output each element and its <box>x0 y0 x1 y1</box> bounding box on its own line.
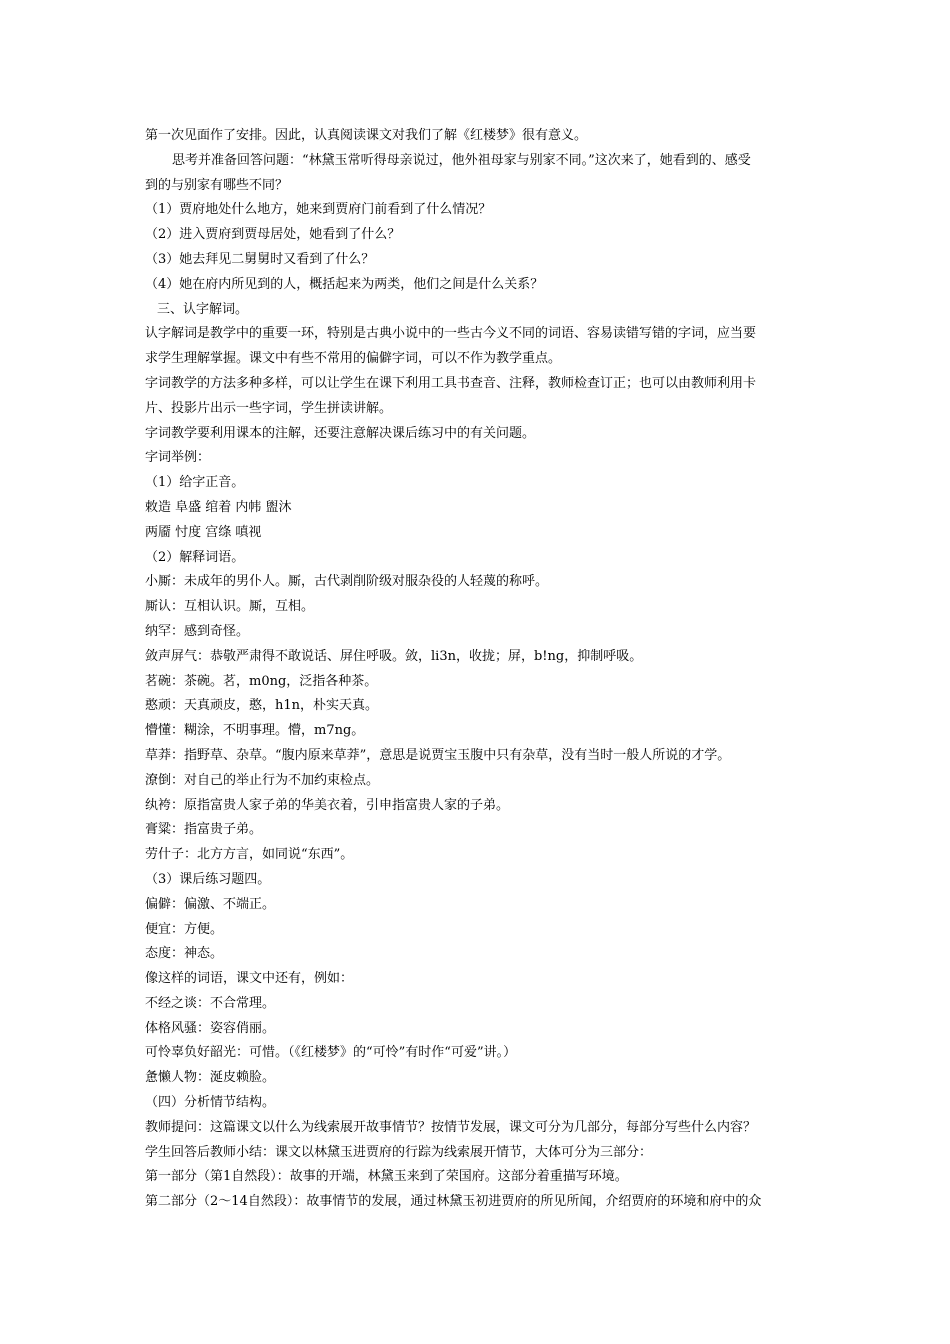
text-line: 体格风骚：姿容俏丽。 <box>145 1020 276 1036</box>
text-line: 片、投影片出示一些字词，学生拼读讲解。 <box>145 400 393 416</box>
text-line: 教师提问：这篇课文以什么为线索展开故事情节？按情节发展，课文可分为几部分，每部分写些什么内容？ <box>145 1119 757 1135</box>
text-line: 敕造 阜盛 绾着 内帏 盥沐 <box>145 499 292 515</box>
text-line: 求学生理解掌握。课文中有些不常用的偏僻字词，可以不作为教学重点。 <box>145 351 562 367</box>
text-line: 茗碗：茶碗。茗，m0ng，泛指各种茶。 <box>145 673 378 689</box>
text-line: 思考并准备回答问题：“林黛玉常听得母亲说过，他外祖母家与别家不同。”这次来了，她看到的、感受 <box>172 152 751 168</box>
text-line: 小厮：未成年的男仆人。厮，古代剥削阶级对服杂役的人轻蔑的称呼。 <box>145 574 549 590</box>
text-line: 字词举例： <box>145 450 211 466</box>
text-line: 态度：神态。 <box>145 946 224 962</box>
text-line: 学生回答后教师小结：课文以林黛玉进贾府的行踪为线索展开情节，大体可分为三部分： <box>145 1144 653 1160</box>
text-line: 潦倒：对自己的举止行为不加约束检点。 <box>145 772 380 788</box>
text-line: （1）贾府地处什么地方，她来到贾府门前看到了什么情况？ <box>145 202 492 218</box>
text-line: 偏僻：偏激、不端正。 <box>145 896 276 912</box>
text-line: 草莽：指野草、杂草。“腹内原来草莽”，意思是说贾宝玉腹中只有杂草，没有当时一般人所说的才学。 <box>145 747 731 763</box>
text-line: 像这样的词语，课文中还有，例如： <box>145 971 354 987</box>
text-line: 到的与别家有哪些不同？ <box>145 177 289 193</box>
section-heading: 三、认字解词。 <box>157 301 249 317</box>
text-line: 第二部分（2～14自然段）：故事情节的发展，通过林黛玉初进贾府的所见所闻，介绍贾府的环境和府中的众 <box>145 1194 762 1210</box>
text-line: 惫懒人物：涎皮赖脸。 <box>145 1070 276 1086</box>
text-line: 憨顽：天真顽皮，憨，h1n，朴实天真。 <box>145 698 379 714</box>
text-line: 两靥 忖度 宫绦 嗔视 <box>145 524 262 540</box>
text-line: 膏粱：指富贵子弟。 <box>145 822 263 838</box>
text-line: 不经之谈：不合常理。 <box>145 995 276 1011</box>
text-line: 第一次见面作了安排。因此，认真阅读课文对我们了解《红楼梦》很有意义。 <box>145 128 588 143</box>
text-line: 厮认：互相认识。厮，互相。 <box>145 599 315 615</box>
text-line: 字词教学要利用课本的注解，还要注意解决课后练习中的有关问题。 <box>145 425 536 441</box>
text-line: 懵懂：糊涂，不明事理。懵，m7ng。 <box>145 723 365 739</box>
text-line: （3）课后练习题四。 <box>145 871 271 887</box>
text-line: 劳什子：北方方言，如同说“东西”。 <box>145 847 354 863</box>
text-line: （四）分析情节结构。 <box>145 1095 276 1111</box>
text-line: 纨袴：原指富贵人家子弟的华美衣着，引申指富贵人家的子弟。 <box>145 797 510 813</box>
text-line: 纳罕：感到奇怪。 <box>145 623 250 639</box>
document-page <box>145 124 813 1215</box>
text-line: 认字解词是教学中的重要一环，特别是古典小说中的一些古今义不同的词语、容易读错写错的字词，应当要 <box>145 326 757 342</box>
text-line: 便宜：方便。 <box>145 921 224 937</box>
text-line: （1）给字正音。 <box>145 475 245 491</box>
text-line: 可怜辜负好韶光：可惜。（《红楼梦》的“可怜”有时作“可爱”讲。） <box>145 1045 517 1061</box>
text-line: （3）她去拜见二舅舅时又看到了什么？ <box>145 251 375 267</box>
text-line: 敛声屏气：恭敬严肃得不敢说话、屏住呼吸。敛，li3n，收拢；屏，b!ng，抑制呼吸。 <box>145 648 643 664</box>
text-line: 字词教学的方法多种多样，可以让学生在课下利用工具书查音、注释，教师检查订正；也可以由教师利用卡 <box>145 375 757 391</box>
text-line: （4）她在府内所见到的人，概括起来为两类，他们之间是什么关系？ <box>145 276 544 292</box>
text-line: （2）解释词语。 <box>145 549 245 565</box>
text-line: （2）进入贾府到贾母居处，她看到了什么？ <box>145 227 401 243</box>
text-line: 第一部分（第1自然段）：故事的开端，林黛玉来到了荣国府。这部分着重描写环境。 <box>145 1169 628 1185</box>
